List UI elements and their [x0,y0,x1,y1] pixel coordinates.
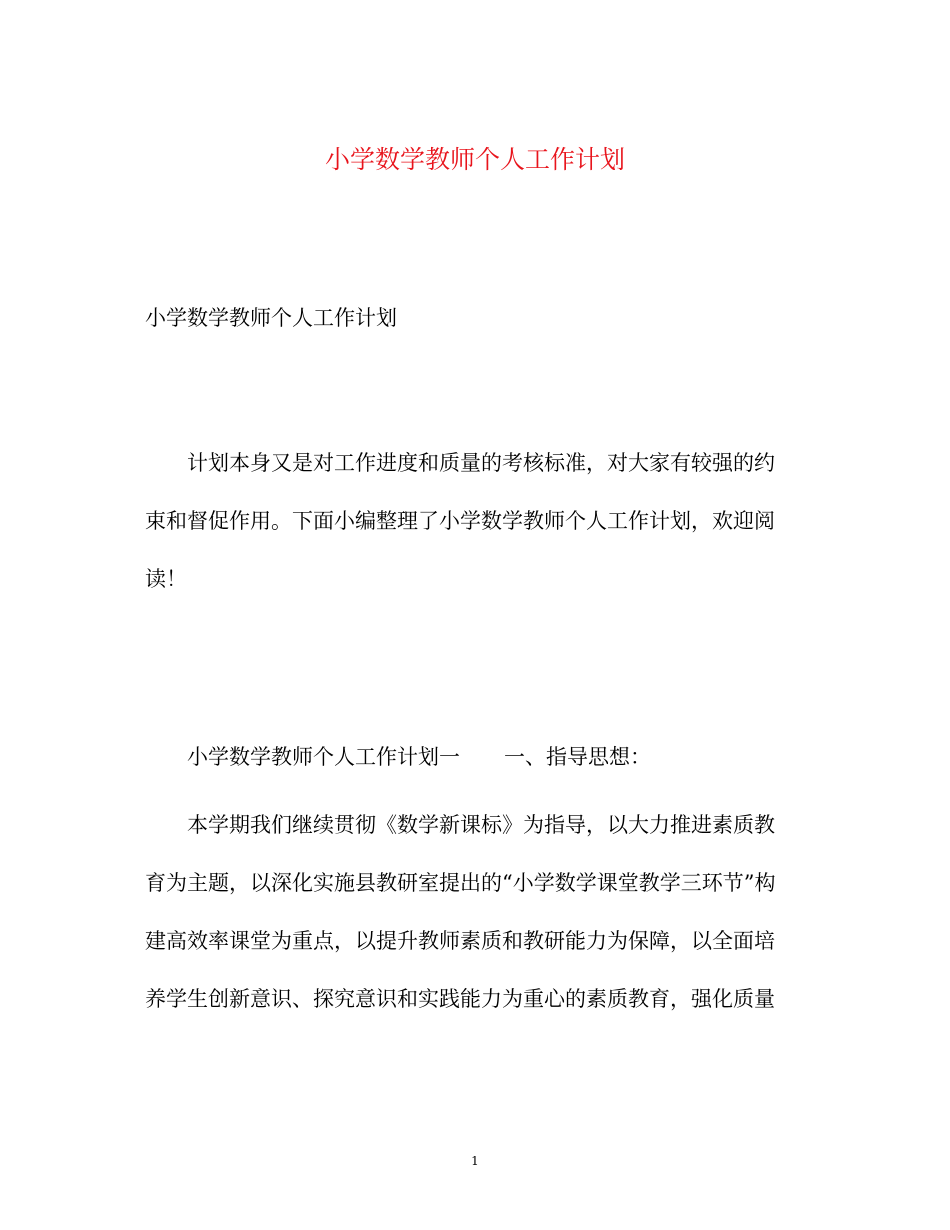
page-number: 1 [471,1154,479,1168]
section-heading-line [145,728,805,786]
intro-line-1: 计划本身又是对工作进度和质量的考核标准，对大家有较强的约 [187,451,775,475]
section-heading [145,728,805,786]
section-heading-point: 一、指导思想： [504,745,651,769]
intro-line-3: 读！ [145,567,187,591]
body-paragraph [145,796,805,1028]
body-line-1: 本学期我们继续贯彻《数学新课标》为指导，以大力推进素质教 [187,813,775,837]
section-heading-label: 小学数学教师个人工作计划一 [187,745,460,769]
intro-paragraph [145,434,805,608]
document-subtitle: 小学数学教师个人工作计划 [145,306,397,330]
body-line-2: 育为主题，以深化实施县教研室提出的“小学数学课堂教学三环节”构 [145,871,776,895]
document-title: 小学数学教师个人工作计划 [324,145,625,174]
body-line-3: 建高效率课堂为重点，以提升教师素质和教研能力为保障，以全面培 [145,929,775,953]
body-line-4: 养学生创新意识、探究意识和实践能力为重心的素质教育，强化质量 [145,987,775,1011]
intro-line-2: 束和督促作用。下面小编整理了小学数学教师个人工作计划，欢迎阅 [145,509,775,533]
